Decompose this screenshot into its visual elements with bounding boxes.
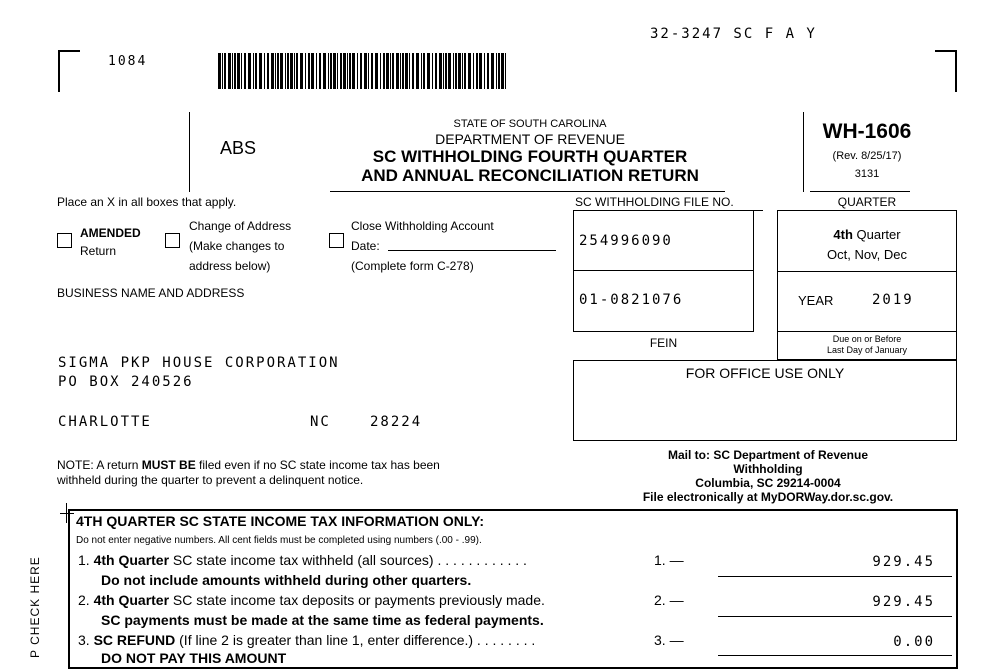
line-3-text: (If line 2 is greater than line 1, enter difference.) . . . . . . . . (175, 632, 536, 648)
barcode-bar (479, 53, 482, 89)
barcode-bar (277, 53, 279, 89)
close-account-note: (Complete form C-278) (351, 259, 474, 273)
barcode-bar (412, 53, 414, 89)
form-code: 3131 (854, 168, 880, 180)
business-city: CHARLOTTE (58, 414, 152, 430)
barcode-bar (228, 53, 231, 89)
barcode-bar (427, 53, 430, 89)
barcode-bar (349, 53, 351, 89)
office-use-label: FOR OFFICE USE ONLY (685, 365, 845, 381)
close-date-label: Date: (351, 239, 380, 253)
line-3-sub: DO NOT PAY THIS AMOUNT (101, 650, 287, 666)
barcode-bar (340, 53, 342, 89)
close-account-line1: Close Withholding Account (351, 219, 494, 233)
note-line2: withheld during the quarter to prevent a delinquent notice. (57, 473, 364, 487)
barcode-bar (296, 53, 298, 89)
file-no-value[interactable]: 254996090 (579, 233, 673, 249)
section-heading: 4TH QUARTER SC STATE INCOME TAX INFORMATION ONLY: (76, 513, 485, 529)
line-2-text: SC state income tax deposits or payments previously made. (169, 592, 545, 608)
business-address-block[interactable] (58, 354, 340, 392)
line-2-number: 2. (78, 592, 90, 608)
barcode-bar (432, 53, 433, 89)
close-account-checkbox[interactable] (329, 233, 344, 248)
barcode-bar (237, 53, 240, 89)
business-address: PO BOX 240526 (58, 374, 194, 390)
amended-sub: Return (80, 244, 117, 258)
barcode-bar (352, 53, 355, 89)
line-2-bold: 4th Quarter (93, 592, 170, 608)
barcode-bar (421, 53, 422, 89)
corner-mark-top-left (58, 50, 80, 92)
change-address-line2: (Make changes to (189, 239, 285, 253)
barcode-bar (371, 53, 373, 89)
quarter-number: 4th (833, 227, 853, 242)
barcode-bar (275, 53, 276, 89)
change-address-line1: Change of Address (189, 219, 292, 233)
barcode-bar (445, 53, 447, 89)
due-date-note (777, 334, 957, 356)
form-revision: (Rev. 8/25/17) (832, 150, 902, 162)
mail-line2: Withholding (733, 462, 803, 476)
line-1-ref: 1. — (654, 552, 684, 568)
quarter-word: Quarter (856, 227, 901, 242)
barcode-bar (287, 53, 289, 89)
barcode-bar (323, 53, 326, 89)
corner-mark-top-right (935, 50, 957, 92)
barcode-bar (333, 53, 336, 89)
barcode-bar (285, 53, 286, 89)
close-date-field[interactable] (388, 250, 556, 251)
form-title-block (330, 118, 730, 185)
barcode-bar (248, 53, 251, 89)
barcode-bar (253, 53, 254, 89)
barcode-bar (476, 53, 478, 89)
barcode-bar (496, 53, 497, 89)
barcode-bar (357, 53, 358, 89)
due-line1: Due on or Before (832, 334, 902, 344)
clip-check-here-text: P CHECK HERE (28, 556, 42, 658)
barcode-bar (255, 53, 257, 89)
barcode-bar (294, 53, 295, 89)
fein-value[interactable]: 01-0821076 (579, 292, 684, 308)
barcode-bar (330, 53, 332, 89)
amended-checkbox[interactable] (57, 233, 72, 248)
business-state: NC (310, 414, 331, 430)
barcode-bar (416, 53, 419, 89)
line-3-ref: 3. — (654, 632, 684, 648)
line-2-sub: SC payments must be made at the same time as federal payments. (101, 612, 544, 628)
barcode-bar (305, 53, 306, 89)
form-title-line1: SC WITHHOLDING FOURTH QUARTER (372, 147, 688, 166)
barcode-bar (380, 53, 381, 89)
line-2-amount[interactable]: 929.45 (872, 594, 935, 610)
barcode-bar (300, 53, 303, 89)
line-3-amount[interactable]: 0.00 (893, 634, 935, 650)
line-2-ref: 2. — (654, 592, 684, 608)
year-label: YEAR (798, 293, 834, 308)
barcode-bar (448, 53, 451, 89)
barcode-bar (328, 53, 329, 89)
note-suffix: filed even if no SC state income tax has been (195, 458, 440, 472)
line-2-label (78, 592, 545, 608)
barcode-bar (337, 53, 338, 89)
mail-line4: File electronically at MyDORWay.dor.sc.gov. (642, 490, 894, 504)
barcode-bar (368, 53, 369, 89)
top-form-code: 32-3247 SC F A Y (650, 26, 817, 42)
barcode-bar (491, 53, 494, 89)
quarter-value (777, 225, 957, 265)
section-instruction: Do not enter negative numbers. All cent fields must be completed using numbers (.00 - .99). (76, 535, 482, 546)
amended-label-block (80, 226, 141, 258)
barcode-bar (241, 53, 242, 89)
change-address-label (189, 216, 291, 276)
barcode-bar (259, 53, 262, 89)
barcode-bar (316, 53, 317, 89)
barcode-bar (280, 53, 283, 89)
business-zip: 28224 (370, 414, 423, 430)
barcode-bar (234, 53, 236, 89)
barcode-bar (390, 53, 391, 89)
barcode-bar (383, 53, 385, 89)
form-number-code: 1084 (108, 54, 148, 69)
barcode-bar (311, 53, 314, 89)
barcode-bar (392, 53, 394, 89)
line-3-bold: SC REFUND (93, 632, 176, 648)
note-bold: MUST BE (141, 458, 196, 472)
barcode-bar (455, 53, 457, 89)
barcode-bar (375, 53, 378, 89)
barcode-bar (343, 53, 346, 89)
abs-label: ABS (220, 138, 257, 158)
line-1-sub: Do not include amounts withheld during other quarters. (101, 572, 472, 588)
barcode-bar (498, 53, 500, 89)
barcode-bar (473, 53, 474, 89)
form-id: WH-1606 (822, 120, 912, 143)
barcode-bar (271, 53, 274, 89)
due-line2: Last Day of January (826, 345, 908, 355)
barcode-bar (267, 53, 269, 89)
quarter-label: QUARTER (837, 195, 897, 209)
year-value[interactable]: 2019 (872, 292, 914, 308)
barcode-bar (484, 53, 485, 89)
line-1-label (78, 552, 527, 568)
amended-label: AMENDED (80, 226, 141, 240)
barcode-bar (423, 53, 425, 89)
mail-line3: Columbia, SC 29214-0004 (695, 476, 841, 490)
barcode-bar (402, 53, 404, 89)
barcode-bar (364, 53, 367, 89)
barcode-bar (386, 53, 389, 89)
barcode-bar (487, 53, 489, 89)
change-address-line3: address below) (189, 259, 271, 273)
barcode-bar (505, 53, 506, 89)
mail-to-block (580, 448, 956, 504)
barcode-bar (347, 53, 348, 89)
barcode-bar (308, 53, 310, 89)
fein-label: FEIN (649, 336, 678, 350)
barcode-bar (224, 53, 226, 89)
barcode-bar (435, 53, 437, 89)
line-1-bold: 4th Quarter (93, 552, 170, 568)
barcode-bar (218, 53, 221, 89)
business-name: SIGMA PKP HOUSE CORPORATION (58, 355, 340, 371)
file-no-label: SC WITHHOLDING FILE NO. (575, 195, 734, 209)
barcode-bar (400, 53, 401, 89)
barcode-bar (439, 53, 442, 89)
barcode-bar (462, 53, 463, 89)
barcode-bar (464, 53, 466, 89)
barcode-bar (360, 53, 362, 89)
barcode-bar (222, 53, 223, 89)
barcode-bar (458, 53, 461, 89)
form-title-line2: AND ANNUAL RECONCILIATION RETURN (361, 166, 699, 185)
barcode-bar (396, 53, 399, 89)
barcode-bar (405, 53, 408, 89)
close-account-label (351, 216, 494, 276)
barcode-bar (443, 53, 444, 89)
line-1-number: 1. (78, 552, 90, 568)
quarter-months: Oct, Nov, Dec (827, 247, 907, 262)
barcode-bar (453, 53, 454, 89)
barcode (218, 53, 508, 89)
file-no-box (573, 210, 754, 332)
barcode-bar (232, 53, 233, 89)
barcode-bar (244, 53, 246, 89)
checkbox-instruction: Place an X in all boxes that apply. (57, 195, 237, 209)
change-address-checkbox[interactable] (165, 233, 180, 248)
note-text (57, 458, 440, 488)
line-3-number: 3. (78, 632, 90, 648)
line-1-amount[interactable]: 929.45 (872, 554, 935, 570)
barcode-bar (409, 53, 410, 89)
business-label: BUSINESS NAME AND ADDRESS (57, 286, 245, 300)
barcode-bar (290, 53, 293, 89)
state-name: STATE OF SOUTH CAROLINA (453, 118, 607, 130)
line-3-label (78, 632, 535, 648)
line-1-text: SC state income tax withheld (all sources) . . . . . . . . . . . . (169, 552, 527, 568)
barcode-bar (319, 53, 321, 89)
barcode-bar (264, 53, 265, 89)
form-id-block (808, 120, 926, 180)
mail-line1: Mail to: SC Department of Revenue (667, 448, 869, 462)
barcode-bar (468, 53, 471, 89)
note-prefix: NOTE: A return (57, 458, 142, 472)
barcode-bar (501, 53, 504, 89)
department-name: DEPARTMENT OF REVENUE (435, 131, 625, 147)
